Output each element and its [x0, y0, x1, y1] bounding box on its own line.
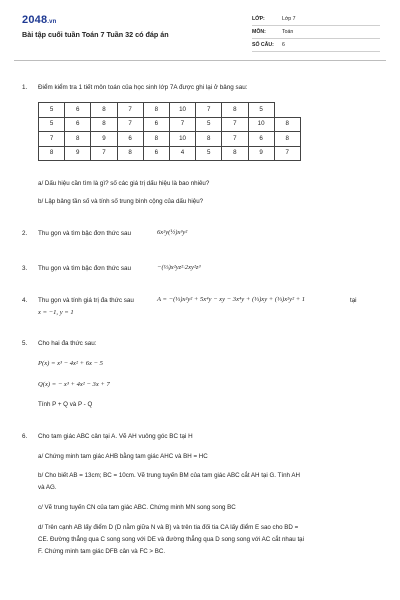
score-cell: 7 — [222, 117, 248, 132]
score-cell: 6 — [248, 132, 274, 147]
score-cell: 8 — [91, 103, 117, 118]
score-cell: 6 — [65, 103, 91, 118]
question-1-part-a: a/ Dấu hiệu cần tìm là gì? số các giá trị dấu hiệu là bao nhiêu? — [38, 180, 210, 187]
score-cell: 8 — [196, 132, 222, 147]
score-cell: 7 — [169, 117, 195, 132]
question-4-suffix: tại — [350, 297, 357, 304]
score-cell: 7 — [91, 146, 117, 161]
question-6-part-c: c/ Vẽ trung tuyến CN của tam giác ABC. Chứng minh MN song song BC — [38, 504, 236, 511]
question-2-number: 2. — [22, 230, 28, 237]
score-cell: 5 — [196, 117, 222, 132]
question-5-number: 5. — [22, 340, 28, 347]
score-cell: 8 — [143, 103, 169, 118]
score-cell: 9 — [248, 146, 274, 161]
score-cell: 4 — [169, 146, 195, 161]
meta-value: Toán — [282, 28, 294, 35]
meta-value: Lớp 7 — [282, 15, 296, 22]
question-6-part-b-line-2: và AG. — [38, 484, 57, 491]
logo-suffix: .vn — [47, 19, 57, 25]
score-cell: 6 — [117, 132, 143, 147]
question-6-text: Cho tam giác ABC cân tại A. Vẽ AH vuông góc BC tại H — [38, 433, 193, 440]
question-2-formula: 6x²y(½)x³y² — [157, 229, 188, 236]
score-cell: 5 — [196, 146, 222, 161]
score-cell: 10 — [248, 117, 274, 132]
question-1-text: Điểm kiểm tra 1 tiết môn toán của học sinh lớp 7A được ghi lại ở bảng sau: — [38, 84, 248, 91]
logo-main: 2048 — [22, 14, 48, 26]
question-1-part-b: b/ Lập bảng tần số và tính số trung bình cộng của dấu hiệu? — [38, 198, 204, 205]
score-table-row — [39, 146, 301, 161]
score-cell: 7 — [117, 117, 143, 132]
score-cell: 8 — [117, 146, 143, 161]
score-cell: 7 — [39, 132, 65, 147]
meta-label: LỚP: — [252, 15, 265, 22]
question-6-part-d-line-3: F. Chứng minh tam giác DFB cân và FC > BC. — [38, 548, 166, 555]
score-cell: 7 — [196, 103, 222, 118]
score-cell: 8 — [143, 132, 169, 147]
score-cell: 8 — [222, 103, 248, 118]
question-1-number: 1. — [22, 84, 28, 91]
question-6-part-a: a/ Chứng minh tam giác AHB bằng tam giác AHC và BH = HC — [38, 453, 208, 460]
score-cell: 9 — [65, 146, 91, 161]
meta-label: MÔN: — [252, 28, 266, 35]
document-title: Bài tập cuối tuần Toán 7 Tuần 32 có đáp án — [22, 30, 169, 39]
score-cell: 7 — [222, 132, 248, 147]
score-cell: 8 — [222, 146, 248, 161]
score-cell: 5 — [248, 103, 274, 118]
score-cell: 6 — [143, 146, 169, 161]
score-table-row — [39, 103, 301, 118]
question-6-part-d-line-2: CE. Đường thẳng qua C song song với DE và đường thẳng qua D song song với AC cắt nhau tại — [38, 536, 304, 543]
score-cell: 8 — [91, 117, 117, 132]
score-cell: 7 — [117, 103, 143, 118]
meta-label: SỐ CÂU: — [252, 41, 274, 48]
score-table-row — [39, 132, 301, 147]
score-table — [38, 102, 301, 161]
question-4-text: Thu gọn và tính giá trị đa thức sau — [38, 297, 134, 304]
score-cell: 10 — [169, 103, 195, 118]
score-cell: 6 — [143, 117, 169, 132]
score-cell: 8 — [274, 117, 300, 132]
score-cell: 8 — [274, 132, 300, 147]
score-cell: 5 — [39, 103, 65, 118]
polynomial-q: Q(x) = − x³ + 4x² − 3x + 7 — [38, 381, 110, 388]
question-5-task: Tính P + Q và P - Q — [38, 401, 93, 408]
question-6-part-d-line-1: d/ Trên cạnh AB lấy điểm D (D nằm giữa N và B) và trên tia đối tia CA lấy điểm E sao cho BD = — [38, 524, 299, 531]
score-cell: 9 — [91, 132, 117, 147]
question-3-text: Thu gọn và tìm bậc đơn thức sau — [38, 265, 132, 272]
score-cell: 7 — [274, 146, 300, 161]
question-6-part-b-line-1: b/ Cho biết AB = 13cm; BC = 10cm. Vẽ trung tuyến BM của tam giác ABC cắt AH tại G. Tính AH — [38, 472, 300, 479]
score-cell: 5 — [39, 117, 65, 132]
question-4-number: 4. — [22, 297, 28, 304]
question-4-values: x = −1, y = 1 — [38, 309, 74, 316]
score-cell: 6 — [65, 117, 91, 132]
question-3-number: 3. — [22, 265, 28, 272]
question-4-formula: A = −(⅓)x²y² + 5x⁴y − xy − 3x⁴y + (⅓)xy + (⅓)x²y² + 1 — [157, 296, 306, 303]
meta-value: 6 — [282, 41, 285, 48]
score-table-row — [39, 117, 301, 132]
score-cell: 8 — [65, 132, 91, 147]
question-3-formula: −(⅓)x²yz²·2xy²z³ — [157, 264, 201, 271]
polynomial-p: P(x) = x³ − 4x² + 6x − 5 — [38, 360, 103, 367]
question-6-number: 6. — [22, 433, 28, 440]
score-cell: 8 — [39, 146, 65, 161]
question-2-text: Thu gọn và tìm bậc đơn thức sau — [38, 230, 132, 237]
score-cell: 10 — [169, 132, 195, 147]
question-5-text: Cho hai đa thức sau: — [38, 340, 97, 347]
